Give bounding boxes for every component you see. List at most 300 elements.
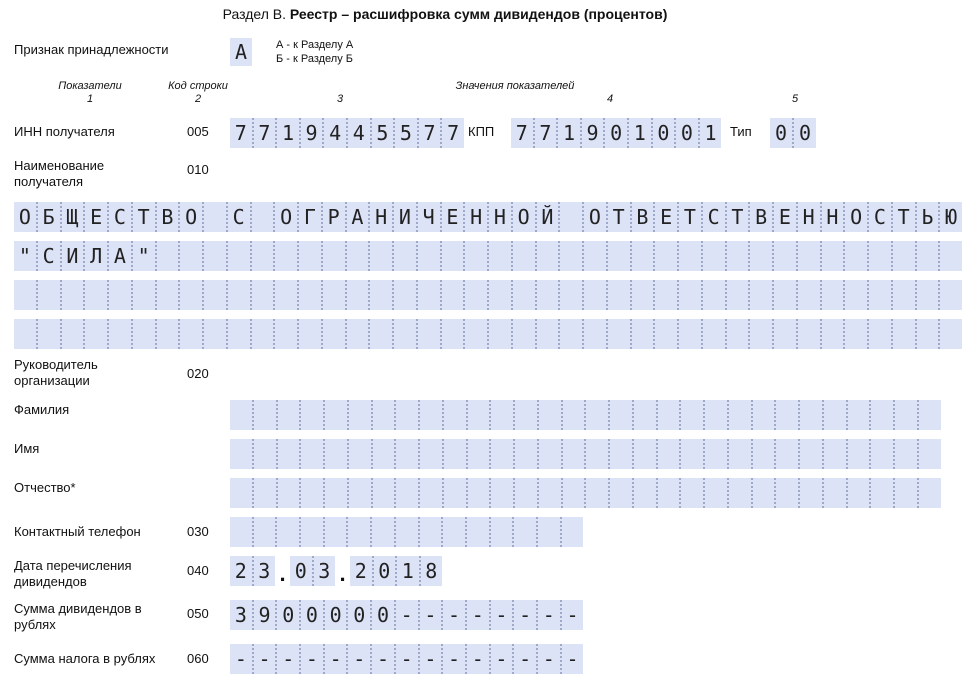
- char-cell: [512, 517, 536, 547]
- dividend-sum-label: [14, 601, 142, 633]
- patronymic-field[interactable]: [230, 478, 941, 508]
- char-cell: [107, 319, 131, 349]
- char-cell: [513, 439, 537, 469]
- char-cell: [535, 280, 559, 310]
- char-cell: [820, 319, 844, 349]
- char-cell: [725, 319, 749, 349]
- char-cell: [820, 241, 844, 271]
- belonging-label: Признак принадлежности: [14, 42, 169, 57]
- char-cell: [107, 280, 131, 310]
- head-code: 020: [187, 366, 209, 381]
- char-cell: [321, 280, 345, 310]
- char-cell: -: [394, 600, 418, 630]
- char-cell: [250, 319, 274, 349]
- char-cell: [582, 280, 606, 310]
- char-cell: Ю: [938, 202, 962, 232]
- column-header-indicators: [40, 80, 140, 106]
- char-cell: [820, 280, 844, 310]
- char-cell: 1: [698, 118, 722, 148]
- char-cell: -: [536, 600, 560, 630]
- char-cell: 0: [603, 118, 627, 148]
- char-cell: 9: [299, 118, 323, 148]
- char-cell: [250, 280, 274, 310]
- column-header-5: 5: [791, 93, 799, 105]
- char-cell: [441, 517, 465, 547]
- char-cell: 0: [651, 118, 675, 148]
- phone-label: Контактный телефон: [14, 524, 141, 539]
- char-cell: Е: [772, 202, 796, 232]
- char-cell: [323, 517, 347, 547]
- char-cell: [60, 280, 84, 310]
- char-cell: 7: [234, 121, 247, 145]
- column-header-3: 3: [336, 93, 344, 105]
- char-cell: [915, 280, 939, 310]
- char-cell: [345, 241, 369, 271]
- char-cell: [606, 241, 630, 271]
- char-cell: [537, 400, 561, 430]
- char-cell: [347, 439, 371, 469]
- char-cell: [846, 400, 870, 430]
- head-label-line2: организации: [14, 373, 90, 388]
- char-cell: [656, 478, 680, 508]
- char-cell: [632, 400, 656, 430]
- char-cell: 0: [299, 600, 323, 630]
- char-cell: Г: [297, 202, 321, 232]
- char-cell: Е: [440, 202, 464, 232]
- column-header-line-code: [158, 80, 238, 106]
- char-cell: [938, 241, 962, 271]
- char-cell: [346, 517, 370, 547]
- column-header-values: Значения показателей: [455, 80, 575, 92]
- char-cell: 0: [792, 118, 816, 148]
- char-cell: [297, 319, 321, 349]
- char-cell: [299, 400, 323, 430]
- phone-field[interactable]: [230, 517, 583, 547]
- char-cell: 0: [370, 600, 394, 630]
- char-cell: Н: [463, 202, 487, 232]
- char-cell: О: [511, 202, 535, 232]
- char-cell: [252, 400, 276, 430]
- char-cell: [418, 478, 442, 508]
- char-cell: [368, 319, 392, 349]
- char-cell: [14, 280, 36, 310]
- char-cell: [60, 319, 84, 349]
- recipient-name-line4[interactable]: [14, 319, 962, 349]
- char-cell: [83, 280, 107, 310]
- belonging-field[interactable]: [230, 38, 252, 66]
- date-digit-cell: 3: [252, 556, 276, 586]
- char-cell: [489, 439, 513, 469]
- char-cell: [394, 517, 418, 547]
- char-cell: О: [18, 205, 31, 229]
- char-cell: [679, 439, 703, 469]
- char-cell: -: [465, 644, 489, 674]
- char-cell: А: [107, 241, 131, 271]
- char-cell: [463, 241, 487, 271]
- char-cell: [276, 400, 300, 430]
- char-cell: [368, 280, 392, 310]
- char-cell: [703, 400, 727, 430]
- char-cell: [867, 280, 891, 310]
- char-cell: [440, 241, 464, 271]
- char-cell: [371, 400, 395, 430]
- date-separator-dot: .: [279, 561, 286, 586]
- char-cell: 9: [580, 118, 604, 148]
- char-cell: [772, 280, 796, 310]
- char-cell: [463, 319, 487, 349]
- surname-label: Фамилия: [14, 402, 70, 417]
- char-cell: [535, 241, 559, 271]
- first-name-label: Имя: [14, 441, 40, 456]
- char-cell: [798, 439, 822, 469]
- char-cell: 7: [515, 121, 528, 145]
- char-cell: [202, 202, 226, 232]
- char-cell: [394, 439, 418, 469]
- char-cell: [394, 400, 418, 430]
- char-cell: [938, 319, 962, 349]
- char-cell: [846, 439, 870, 469]
- char-cell: [558, 241, 582, 271]
- date-group: [230, 556, 275, 586]
- char-cell: [230, 439, 252, 469]
- char-cell: [822, 400, 846, 430]
- char-cell: -: [512, 600, 536, 630]
- char-cell: -: [234, 647, 247, 671]
- char-cell: Л: [83, 241, 107, 271]
- char-cell: [558, 280, 582, 310]
- char-cell: [938, 280, 962, 310]
- char-cell: [178, 241, 202, 271]
- char-cell: Т: [725, 202, 749, 232]
- char-cell: Й: [535, 202, 559, 232]
- transfer-date-code: 040: [187, 563, 209, 578]
- char-cell: [226, 241, 250, 271]
- char-cell: [751, 400, 775, 430]
- char-cell: 5: [393, 118, 417, 148]
- date-digit-cell: 8: [419, 556, 443, 586]
- char-cell: [466, 478, 490, 508]
- char-cell: [869, 478, 893, 508]
- recipient-name-code: 010: [187, 162, 209, 177]
- date-digit-cell: 3: [312, 556, 336, 586]
- tax-sum-field[interactable]: [230, 644, 583, 674]
- char-cell: Н: [820, 202, 844, 232]
- char-cell: -: [489, 644, 513, 674]
- char-cell: [798, 478, 822, 508]
- char-cell: [537, 439, 561, 469]
- char-cell: [891, 280, 915, 310]
- char-cell: [511, 319, 535, 349]
- char-cell: Е: [83, 202, 107, 232]
- transfer-date-label-line1: Дата перечисления: [14, 558, 132, 573]
- char-cell: [442, 400, 466, 430]
- char-cell: О: [178, 202, 202, 232]
- char-cell: [843, 319, 867, 349]
- char-cell: 7: [440, 118, 464, 148]
- char-cell: [371, 478, 395, 508]
- char-cell: [606, 280, 630, 310]
- char-cell: [250, 202, 274, 232]
- char-cell: [416, 280, 440, 310]
- char-cell: [131, 280, 155, 310]
- char-cell: О: [843, 202, 867, 232]
- char-cell: ": [131, 241, 155, 271]
- char-cell: [917, 439, 941, 469]
- char-cell: 7: [252, 118, 276, 148]
- char-cell: Ь: [915, 202, 939, 232]
- char-cell: [297, 241, 321, 271]
- char-cell: 0: [323, 600, 347, 630]
- char-cell: [442, 439, 466, 469]
- inn-field[interactable]: [230, 118, 464, 148]
- char-cell: [774, 439, 798, 469]
- char-cell: 0: [275, 600, 299, 630]
- char-cell: А: [345, 202, 369, 232]
- char-cell: [155, 319, 179, 349]
- char-cell: [869, 439, 893, 469]
- char-cell: [915, 319, 939, 349]
- surname-field[interactable]: [230, 400, 941, 430]
- char-cell: [178, 319, 202, 349]
- char-cell: [345, 280, 369, 310]
- char-cell: [582, 241, 606, 271]
- char-cell: В: [748, 202, 772, 232]
- char-cell: О: [273, 202, 297, 232]
- recipient-name-label-line2: получателя: [14, 174, 84, 189]
- char-cell: 7: [417, 118, 441, 148]
- char-cell: [843, 241, 867, 271]
- char-cell: [416, 319, 440, 349]
- char-cell: Т: [131, 202, 155, 232]
- head-label-line1: Руководитель: [14, 357, 98, 372]
- char-cell: -: [489, 600, 513, 630]
- transfer-date-label: [14, 558, 132, 590]
- char-cell: И: [392, 202, 416, 232]
- type-label: Тип: [730, 124, 752, 139]
- char-cell: [679, 478, 703, 508]
- char-cell: [561, 400, 585, 430]
- char-cell: 0: [774, 121, 788, 145]
- char-cell: [131, 319, 155, 349]
- char-cell: [630, 280, 654, 310]
- char-cell: Н: [368, 202, 392, 232]
- char-cell: 7: [533, 118, 557, 148]
- inn-code: 005: [187, 124, 209, 139]
- char-cell: [584, 439, 608, 469]
- date-group: [350, 556, 442, 586]
- char-cell: [751, 478, 775, 508]
- char-cell: -: [370, 644, 394, 674]
- char-cell: 0: [346, 600, 370, 630]
- char-cell: [273, 241, 297, 271]
- char-cell: -: [465, 600, 489, 630]
- char-cell: 1: [627, 118, 651, 148]
- transfer-date-label-line2: дивидендов: [14, 574, 87, 589]
- char-cell: [561, 439, 585, 469]
- type-field[interactable]: [770, 118, 816, 148]
- kpp-field[interactable]: [511, 118, 721, 148]
- char-cell: [513, 478, 537, 508]
- char-cell: [463, 280, 487, 310]
- char-cell: [155, 241, 179, 271]
- char-cell: [273, 319, 297, 349]
- char-cell: [155, 280, 179, 310]
- tax-sum-code: 060: [187, 651, 209, 666]
- char-cell: С: [107, 202, 131, 232]
- char-cell: [822, 478, 846, 508]
- head-label: [14, 357, 98, 389]
- char-cell: [347, 400, 371, 430]
- char-cell: [442, 478, 466, 508]
- char-cell: [606, 319, 630, 349]
- char-cell: [250, 241, 274, 271]
- char-cell: [536, 517, 560, 547]
- recipient-name-line3[interactable]: [14, 280, 962, 310]
- char-cell: 4: [346, 118, 370, 148]
- char-cell: [321, 319, 345, 349]
- char-cell: [748, 280, 772, 310]
- char-cell: 5: [370, 118, 394, 148]
- char-cell: И: [60, 241, 84, 271]
- char-cell: [535, 319, 559, 349]
- char-cell: В: [630, 202, 654, 232]
- column-header-4: 4: [606, 93, 614, 105]
- char-cell: [727, 439, 751, 469]
- char-cell: -: [560, 600, 584, 630]
- char-cell: [774, 400, 798, 430]
- char-cell: -: [441, 644, 465, 674]
- char-cell: [608, 400, 632, 430]
- char-cell: [347, 478, 371, 508]
- char-cell: [656, 400, 680, 430]
- first-name-field[interactable]: [230, 439, 941, 469]
- char-cell: [677, 319, 701, 349]
- char-cell: [632, 439, 656, 469]
- char-cell: [558, 319, 582, 349]
- column-header-indicators-label: Показатели: [58, 80, 122, 92]
- char-cell: [465, 517, 489, 547]
- char-cell: [252, 478, 276, 508]
- char-cell: [796, 280, 820, 310]
- date-separator-dot: .: [339, 561, 346, 586]
- char-cell: [36, 319, 60, 349]
- char-cell: [226, 319, 250, 349]
- char-cell: -: [323, 644, 347, 674]
- char-cell: [584, 400, 608, 430]
- transfer-date-field[interactable]: [230, 556, 442, 586]
- recipient-name-label: [14, 158, 104, 190]
- char-cell: [489, 400, 513, 430]
- char-cell: [867, 241, 891, 271]
- char-cell: 1: [275, 118, 299, 148]
- date-group: [290, 556, 335, 586]
- char-cell: -: [441, 600, 465, 630]
- char-cell: [487, 319, 511, 349]
- char-cell: ": [18, 244, 31, 268]
- char-cell: [917, 478, 941, 508]
- column-header-indicators-number: 1: [86, 93, 94, 105]
- char-cell: Е: [653, 202, 677, 232]
- char-cell: С: [867, 202, 891, 232]
- char-cell: [230, 517, 252, 547]
- char-cell: [796, 319, 820, 349]
- char-cell: С: [226, 202, 250, 232]
- char-cell: [798, 400, 822, 430]
- char-cell: [608, 439, 632, 469]
- char-cell: [418, 439, 442, 469]
- char-cell: [774, 478, 798, 508]
- char-cell: [440, 280, 464, 310]
- char-cell: [323, 439, 347, 469]
- char-cell: -: [536, 644, 560, 674]
- char-cell: [677, 241, 701, 271]
- char-cell: [703, 478, 727, 508]
- char-cell: [416, 241, 440, 271]
- char-cell: [561, 478, 585, 508]
- char-cell: Н: [487, 202, 511, 232]
- char-cell: [630, 241, 654, 271]
- tax-sum-label: Сумма налога в рублях: [14, 651, 156, 666]
- char-cell: О: [582, 202, 606, 232]
- patronymic-label: Отчество*: [14, 480, 76, 495]
- char-cell: -: [418, 600, 442, 630]
- char-cell: [703, 439, 727, 469]
- date-digit-cell: 2: [234, 559, 247, 583]
- section-title: [0, 6, 890, 22]
- char-cell: [582, 319, 606, 349]
- char-cell: [653, 280, 677, 310]
- char-cell: 4: [322, 118, 346, 148]
- char-cell: [796, 241, 820, 271]
- char-cell: [772, 241, 796, 271]
- char-cell: [368, 241, 392, 271]
- dividend-sum-label-line1: Сумма дивидендов в: [14, 601, 142, 616]
- char-cell: -: [346, 644, 370, 674]
- char-cell: -: [299, 644, 323, 674]
- char-cell: [487, 241, 511, 271]
- char-cell: [701, 241, 725, 271]
- dividend-sum-field[interactable]: [230, 600, 583, 630]
- belonging-legend-a: А - к Разделу А: [276, 39, 354, 51]
- char-cell: [323, 478, 347, 508]
- char-cell: [727, 400, 751, 430]
- char-cell: -: [560, 644, 584, 674]
- char-cell: [392, 319, 416, 349]
- char-cell: [36, 280, 60, 310]
- kpp-label: КПП: [468, 124, 495, 139]
- recipient-name-line1[interactable]: [14, 202, 962, 232]
- char-cell: [608, 478, 632, 508]
- char-cell: [772, 319, 796, 349]
- char-cell: [893, 478, 917, 508]
- char-cell: -: [512, 644, 536, 674]
- char-cell: [653, 241, 677, 271]
- recipient-name-line2[interactable]: [14, 241, 962, 271]
- char-cell: [701, 280, 725, 310]
- char-cell: Т: [677, 202, 701, 232]
- char-cell: [371, 439, 395, 469]
- char-cell: [178, 280, 202, 310]
- char-cell: [679, 400, 703, 430]
- char-cell: Н: [796, 202, 820, 232]
- char-cell: 9: [252, 600, 276, 630]
- char-cell: [489, 517, 513, 547]
- char-cell: [273, 280, 297, 310]
- char-cell: [751, 439, 775, 469]
- char-cell: С: [36, 241, 60, 271]
- char-cell: Т: [606, 202, 630, 232]
- section-title-prefix: Раздел В.: [222, 6, 286, 22]
